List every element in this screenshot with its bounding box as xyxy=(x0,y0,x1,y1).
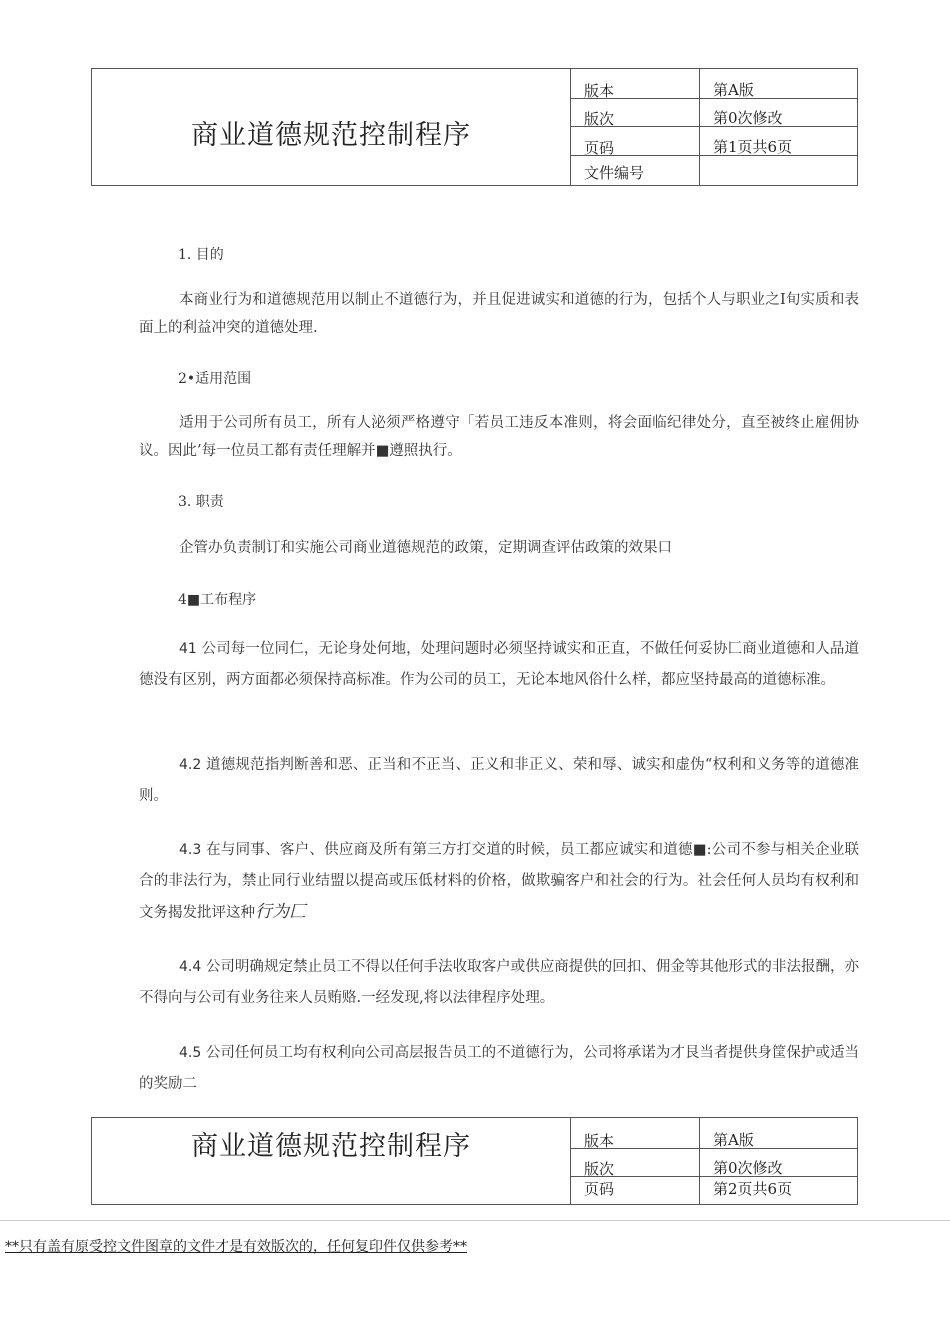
clause-number: 4.5 xyxy=(179,1045,202,1061)
clause-number: 4.2 xyxy=(179,757,202,773)
section-scope-body: 适用于公司所有员工，所有人泌须严格遵守「若员工违反本准则，将会面临纪律处分，直至被终止雇佣协议。因此’每一位员工都有责任理解并■遵照执行。 xyxy=(139,415,859,459)
clause-number: 4.4 xyxy=(179,959,202,975)
section-duty-body: 企管办负责制订和实施公司商业道德规范的政策，定期调查评估政策的效果口 xyxy=(179,540,672,556)
section-scope-title: 2•适用范围 xyxy=(178,371,252,387)
clause-4-2: 4.2 道德规范指判断善和恶、正当和不正当、正义和非正义、荣和辱、诚实和虚伪“权利和义务等的道德准则。 xyxy=(139,757,859,804)
section-purpose-body: 本商业行为和道德规范用以制止不道德行为，并且促进诚实和道德的行为，包括个人与职业之I旬实质和表面上的利益冲突的道德处理. xyxy=(139,292,859,336)
section-duty-title: 3. 职责 xyxy=(178,494,224,510)
page-value: 第2页共6页 xyxy=(713,1180,793,1198)
clause-number: 4.3 xyxy=(179,842,202,858)
document-title: 商业道德规范控制程序 xyxy=(191,120,471,151)
page2-title: 商业道德规范控制程序 xyxy=(191,1131,471,1162)
document-header xyxy=(91,68,858,186)
page-label: 页码 xyxy=(584,139,615,157)
page-label: 页码 xyxy=(584,1180,615,1198)
section-purpose-title: 1. 目的 xyxy=(178,247,224,263)
footer-divider xyxy=(0,1220,950,1221)
clause-4-1: 41 公司每一位同仁，无论身处何地，处理问题时必须坚持诚实和正直，不做任何妥协匚商业道德和人品道德没有区别，两方面都必须保持高标准。作为公司的员工，无论本地风俗什么样，都应坚持最高的道德标准。 xyxy=(139,641,860,688)
doc-number-label: 文件编号 xyxy=(584,164,645,182)
clause-4-4: 4.4 公司明确规定禁止员工不得以任何手法收取客户或供应商提供的回扣、佣金等其他形式的非法报酬，亦不得向与公司有业务往来人员贿赂.一经发现,将以法律程序处理。 xyxy=(139,959,859,1006)
version-label: 版本 xyxy=(584,1132,615,1150)
version-label: 版本 xyxy=(584,82,615,100)
revision-value: 第0次修改 xyxy=(713,1159,783,1177)
clause-4-5: 4.5 公司任何员工均有权利向公司高层报告员工的不道德行为，公司将承诺为才艮当者提供身筐保护或适当的奖励二 xyxy=(139,1045,859,1092)
revision-value: 第0次修改 xyxy=(713,109,783,127)
clause-tail: 行为匚 xyxy=(255,902,306,922)
page-value: 第1页共6页 xyxy=(713,138,793,156)
revision-label: 版次 xyxy=(584,110,615,128)
version-value: 第A版 xyxy=(713,81,754,99)
footer-note: **只有盖有原受控文件图章的文件才是有效版次的，任何复印件仅供参考** xyxy=(5,1239,467,1255)
page2-header xyxy=(91,1117,858,1205)
clause-4-3: 4.3 在与同事、客户、供应商及所有第三方打交道的时候，员工都应诚实和道德■:公司不参与相关企业联合的非法行为，禁止同行业结盟以提高或压低材料的价格，做欺骗客户和社会的行为。社会任何人员均有权利和文务揭发批评这种行为匚 xyxy=(139,842,859,922)
revision-label: 版次 xyxy=(584,1160,615,1178)
section-procedure-title: 4■工布程序 xyxy=(178,592,257,608)
version-value: 第A版 xyxy=(713,1131,754,1149)
clause-number: 41 xyxy=(179,641,197,657)
